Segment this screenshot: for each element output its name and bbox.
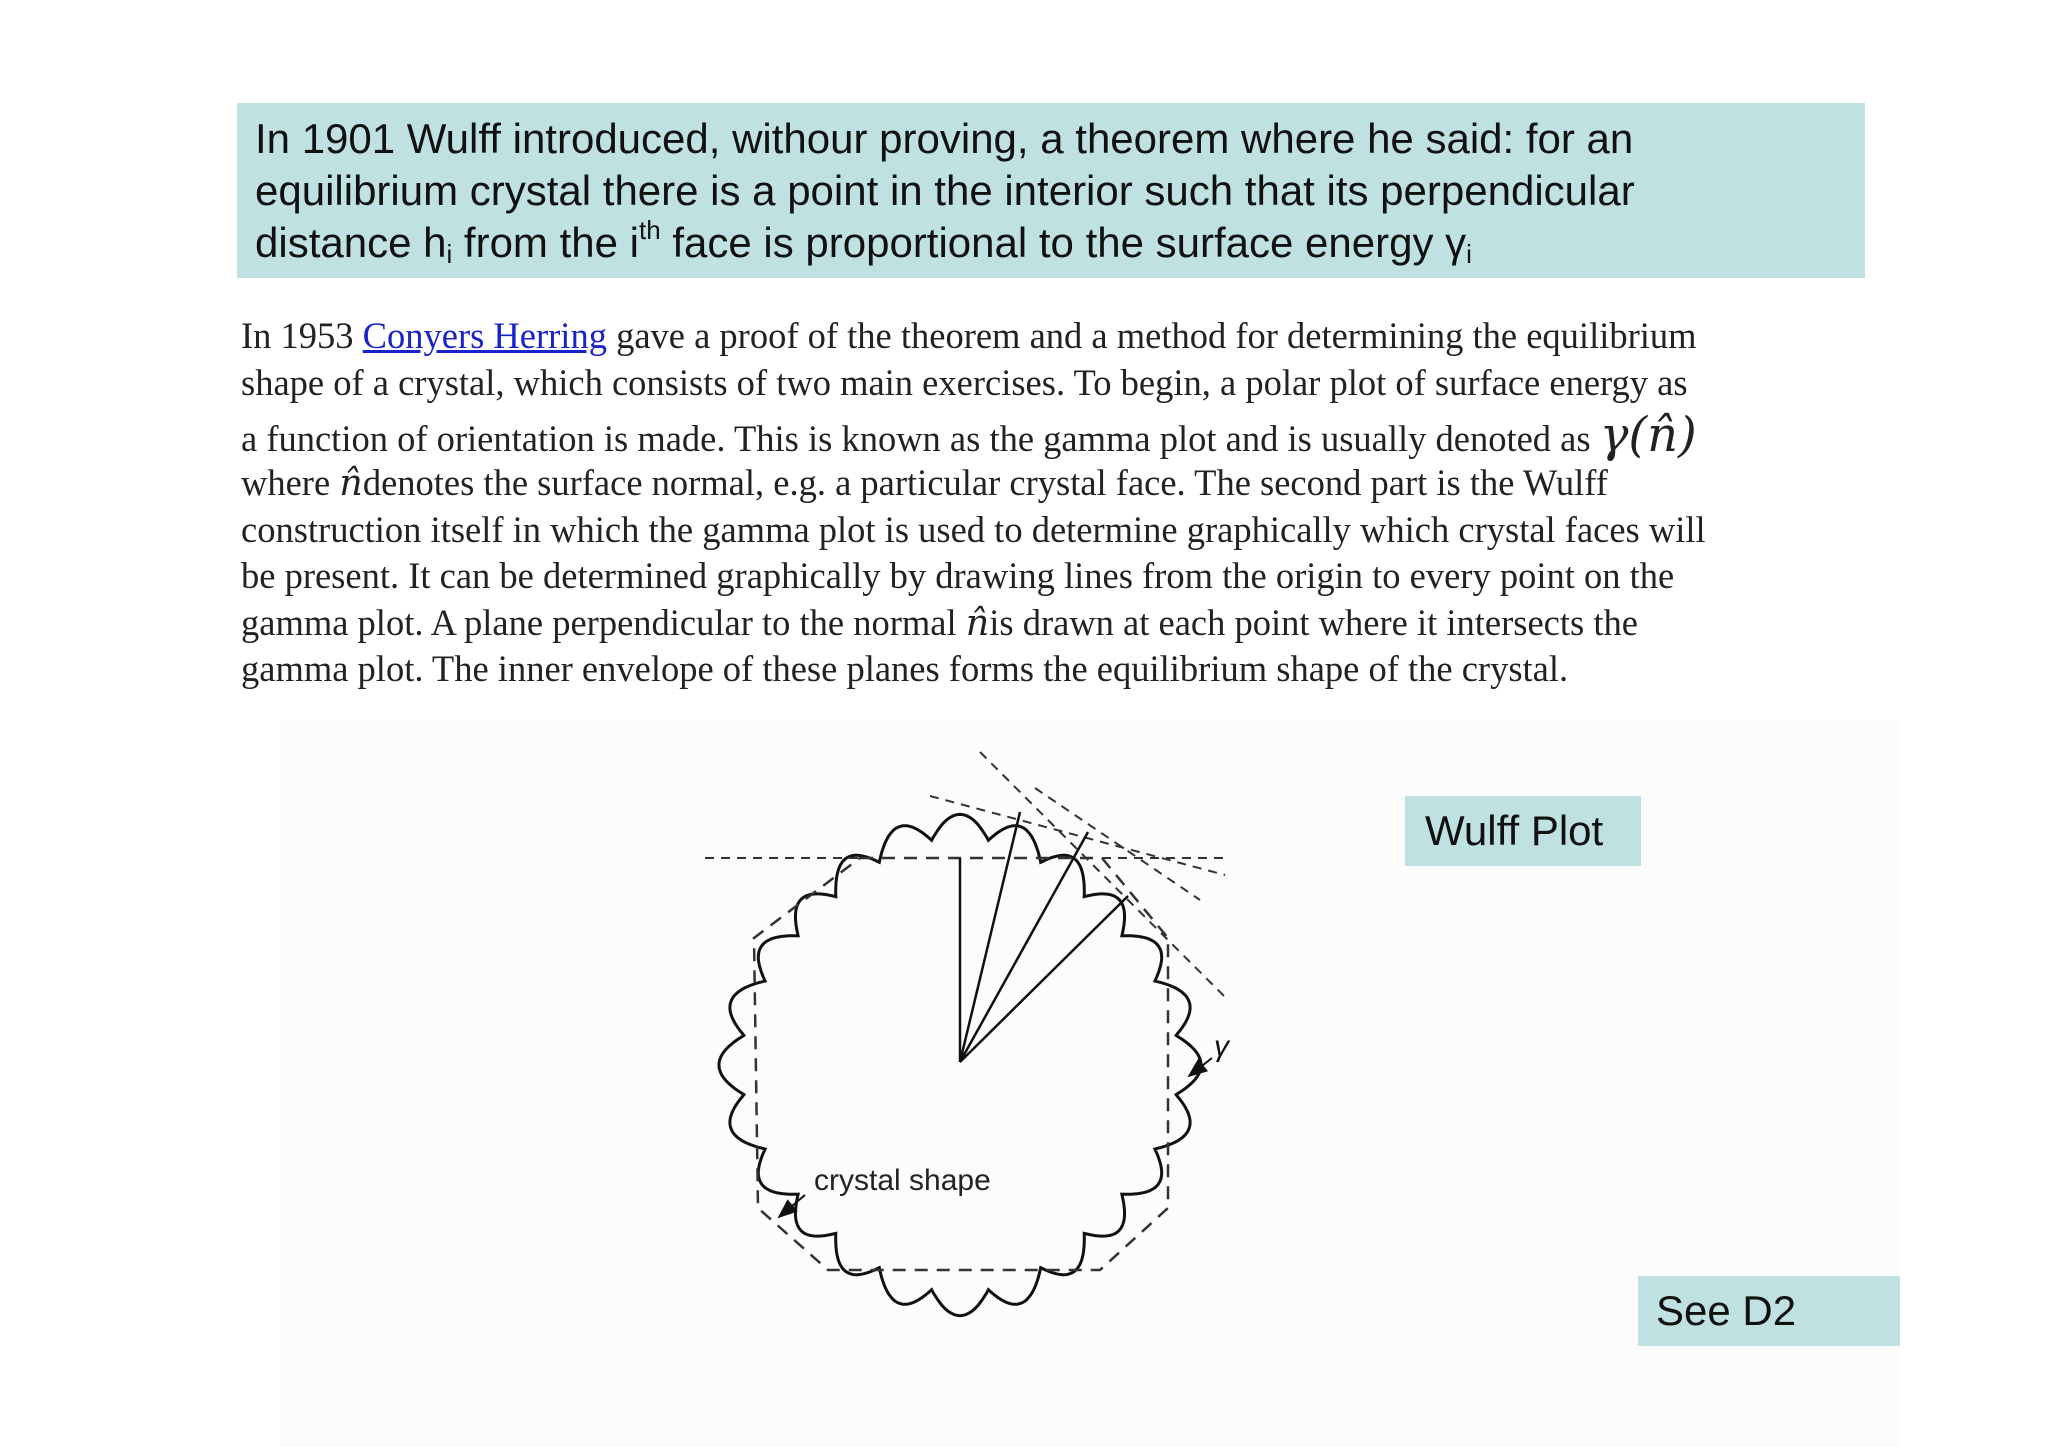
paragraph-text: is drawn at each point where it intersects the	[989, 601, 1638, 643]
paragraph-line	[241, 313, 1866, 360]
herring-paragraph	[241, 313, 1866, 693]
crystal-shape-pointer-arrow	[779, 1195, 805, 1217]
intro-line-3-part: distance h	[255, 219, 447, 266]
paragraph-text: gamma plot. A plane perpendicular to the normal	[241, 601, 966, 643]
paragraph-text: where	[241, 462, 340, 503]
paragraph-line: gamma plot. The inner envelope of these planes forms the equilibrium shape of the crystal.	[241, 648, 1569, 689]
paragraph-text: denotes the surface normal, e.g. a particular crystal face. The second part is the Wulff	[362, 462, 1608, 503]
paragraph-text: a function of orientation is made. This is known as the gamma plot and is usually denoted as	[241, 418, 1600, 459]
crystal-shape-label: crystal shape	[814, 1164, 991, 1197]
conyers-herring-link[interactable]: Conyers Herring	[362, 315, 607, 356]
subscript-i: i	[1466, 239, 1472, 269]
gamma-label: γ	[1214, 1030, 1229, 1063]
paragraph-line	[241, 460, 1866, 507]
intro-theorem-box	[237, 103, 1865, 278]
paragraph-line: shape of a crystal, which consists of two main exercises. To begin, a polar plot of surface energy as	[241, 361, 1688, 403]
intro-line-3-part: from the i	[452, 219, 639, 266]
superscript-th: th	[638, 215, 661, 245]
intro-line-1: In 1901 Wulff introduced, withour proving, a theorem where he said: for an	[255, 115, 1634, 162]
paragraph-line	[241, 600, 1866, 647]
paragraph-line: construction itself in which the gamma plot is used to determine graphically which crystal faces will	[241, 508, 1706, 550]
paragraph-text: In 1953	[241, 315, 363, 356]
normal-line	[960, 832, 1088, 1062]
normal-line	[960, 896, 1128, 1062]
intro-line-2: equilibrium crystal there is a point in the interior such that its perpendicular	[255, 167, 1635, 214]
intro-line-3	[255, 217, 1847, 269]
subscript-i: i	[446, 239, 453, 269]
n-hat-symbol: n̂	[339, 461, 363, 504]
wulff-plot-label: Wulff Plot	[1405, 796, 1641, 866]
normal-line	[960, 812, 1020, 1062]
construction-line-dashed	[980, 752, 1228, 1000]
intro-line-3-part: face is proportional to the surface energy γ	[660, 219, 1467, 266]
see-d2-label: See D2	[1638, 1276, 1900, 1346]
gamma-n-formula: γ(n̂)	[1599, 407, 1697, 463]
n-hat-symbol: n̂	[965, 600, 990, 644]
paragraph-text: gave a proof of the theorem and a method for determining the equilibrium	[606, 315, 1697, 356]
paragraph-line: be present. It can be determined graphically by drawing lines from the origin to every point on the	[241, 555, 1675, 596]
